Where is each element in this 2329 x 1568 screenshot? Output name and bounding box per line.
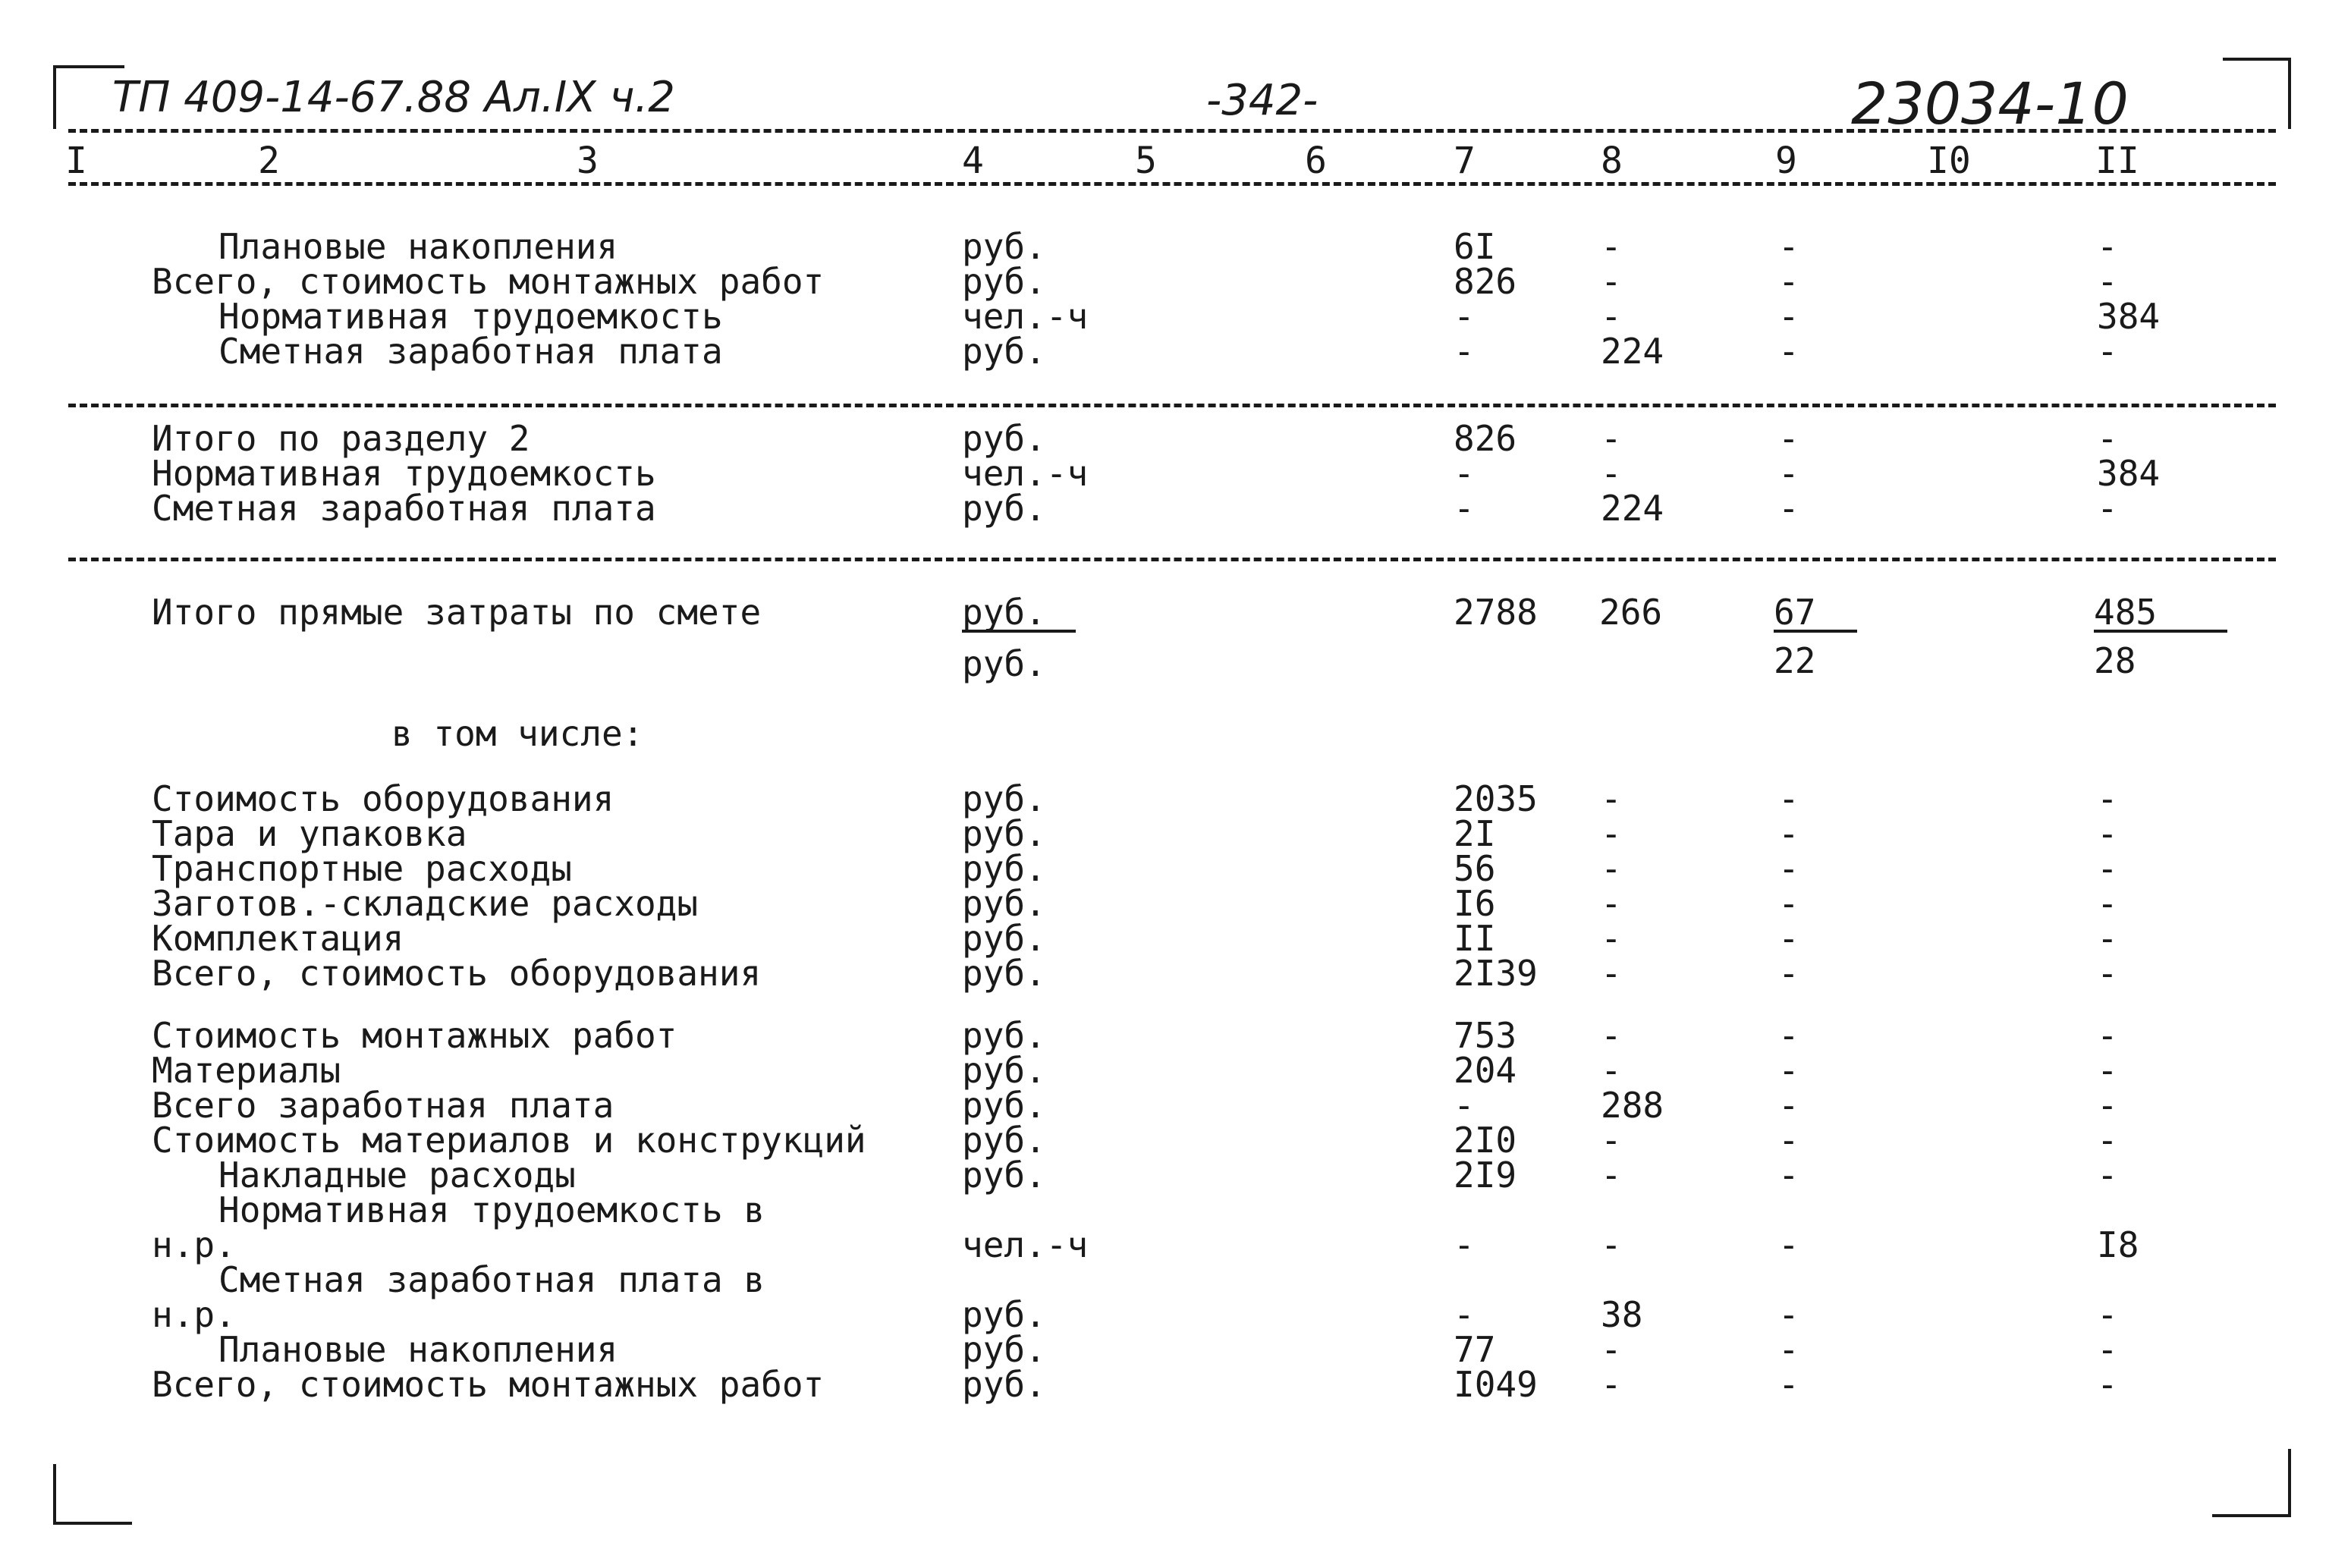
row-value-c7: - <box>1454 453 1475 494</box>
row-unit: чел.-ч <box>962 1224 1089 1265</box>
total-col11-bottom: 28 <box>2094 640 2136 681</box>
row-value-c7: I6 <box>1454 883 1496 924</box>
column-number: 9 <box>1775 140 1797 182</box>
column-number: 3 <box>577 140 599 182</box>
row-value-c7: 826 <box>1454 418 1517 459</box>
row-value-c8: - <box>1601 1155 1622 1196</box>
total-unit-bottom: руб. <box>962 643 1046 684</box>
row-unit: чел.-ч <box>962 296 1089 337</box>
row-value-c8: - <box>1601 296 1622 337</box>
row-label: н.р. <box>152 1224 236 1265</box>
row-value-c11: - <box>2097 1015 2118 1056</box>
row-value-c8: - <box>1601 453 1622 494</box>
row-value-c8: - <box>1601 813 1622 854</box>
row-value-c9: - <box>1778 1120 1799 1161</box>
row-label: Сметная заработная плата <box>152 488 656 529</box>
row-value-c7: 2I9 <box>1454 1155 1517 1196</box>
row-label: Всего, стоимость монтажных работ <box>152 261 825 302</box>
row-label: Нормативная трудоемкость <box>218 296 723 337</box>
row-label: Стоимость оборудования <box>152 778 614 819</box>
row-value-c8: - <box>1601 1050 1622 1091</box>
row-value-c9: - <box>1778 1085 1799 1126</box>
row-unit: руб. <box>962 1085 1046 1126</box>
row-unit: руб. <box>962 813 1046 854</box>
row-value-c11: 384 <box>2097 296 2161 337</box>
row-value-c11: 384 <box>2097 453 2161 494</box>
row-value-c11: - <box>2097 883 2118 924</box>
row-value-c8: - <box>1601 1120 1622 1161</box>
row-value-c7: - <box>1454 488 1475 529</box>
row-unit: руб. <box>962 1155 1046 1196</box>
section-divider-2 <box>68 558 2276 561</box>
row-value-c7: 2035 <box>1454 778 1538 819</box>
row-value-c8: - <box>1601 883 1622 924</box>
row-value-c9: - <box>1778 883 1799 924</box>
total-col8: 266 <box>1599 592 1663 633</box>
row-unit: руб. <box>962 918 1046 959</box>
row-value-c9: - <box>1778 1329 1799 1370</box>
row-label: Стоимость материалов и конструкций <box>152 1120 866 1161</box>
row-value-c8: 288 <box>1601 1085 1664 1126</box>
column-number: 4 <box>962 140 984 182</box>
row-value-c11: - <box>2097 1085 2118 1126</box>
row-value-c9: - <box>1778 1015 1799 1056</box>
row-value-c11: - <box>2097 813 2118 854</box>
row-value-c9: - <box>1778 778 1799 819</box>
row-value-c11: - <box>2097 918 2118 959</box>
corner-mark-bottom-left <box>53 1464 132 1525</box>
row-value-c7: II <box>1454 918 1496 959</box>
row-label: Всего заработная плата <box>152 1085 614 1126</box>
row-label: Плановые накопления <box>218 1329 618 1370</box>
page-number: -342- <box>1206 76 1319 125</box>
row-value-c9: - <box>1778 1050 1799 1091</box>
row-value-c7: 2I0 <box>1454 1120 1517 1161</box>
row-label: Всего, стоимость оборудования <box>152 953 762 994</box>
row-value-c8: - <box>1601 1364 1622 1405</box>
total-col9-top: 67 <box>1774 595 1857 633</box>
row-value-c8: - <box>1601 918 1622 959</box>
total-col9-bottom: 22 <box>1774 640 1816 681</box>
row-value-c9: - <box>1778 848 1799 889</box>
row-value-c9: - <box>1778 261 1799 302</box>
row-value-c8: 224 <box>1601 488 1664 529</box>
row-label: Итого по разделу 2 <box>152 418 530 459</box>
row-value-c7: 2I39 <box>1454 953 1538 994</box>
row-value-c11: - <box>2097 1294 2118 1335</box>
corner-mark-top-right <box>2223 58 2291 129</box>
row-value-c7: 826 <box>1454 261 1517 302</box>
row-label: Всего, стоимость монтажных работ <box>152 1364 825 1405</box>
row-unit: руб. <box>962 848 1046 889</box>
row-value-c9: - <box>1778 453 1799 494</box>
corner-mark-bottom-right <box>2212 1449 2291 1517</box>
row-label: Нормативная трудоемкость в <box>218 1189 765 1230</box>
row-unit: руб. <box>962 261 1046 302</box>
row-value-c8: - <box>1601 261 1622 302</box>
row-label: Транспортные расходы <box>152 848 572 889</box>
row-value-c9: - <box>1778 1224 1799 1265</box>
row-value-c7: 56 <box>1454 848 1496 889</box>
row-value-c8: - <box>1601 1224 1622 1265</box>
section-divider-1 <box>68 404 2276 407</box>
row-unit: руб. <box>962 1364 1046 1405</box>
row-value-c9: - <box>1778 1155 1799 1196</box>
row-value-c9: - <box>1778 918 1799 959</box>
row-value-c7: - <box>1454 1085 1475 1126</box>
header-bottom-divider <box>68 182 2276 186</box>
row-value-c8: - <box>1601 953 1622 994</box>
row-unit: руб. <box>962 226 1046 267</box>
row-value-c11: - <box>2097 848 2118 889</box>
document-code: ТП 409-14-67.88 Ал.IX ч.2 <box>112 73 675 122</box>
row-unit: руб. <box>962 1120 1046 1161</box>
row-value-c11: I8 <box>2097 1224 2139 1265</box>
row-value-c8: - <box>1601 226 1622 267</box>
total-col11-top: 485 <box>2094 595 2227 633</box>
row-value-c8: - <box>1601 1015 1622 1056</box>
row-value-c7: 2I <box>1454 813 1496 854</box>
row-label: Нормативная трудоемкость <box>152 453 656 494</box>
row-value-c7: I049 <box>1454 1364 1538 1405</box>
row-unit: руб. <box>962 1329 1046 1370</box>
row-unit: руб. <box>962 418 1046 459</box>
row-label: Комплектация <box>152 918 404 959</box>
row-value-c8: 38 <box>1601 1294 1643 1335</box>
row-value-c7: - <box>1454 296 1475 337</box>
row-value-c8: 224 <box>1601 331 1664 372</box>
row-value-c8: - <box>1601 1329 1622 1370</box>
column-number: 5 <box>1135 140 1157 182</box>
row-unit: руб. <box>962 1015 1046 1056</box>
row-value-c11: - <box>2097 1364 2118 1405</box>
row-value-c11: - <box>2097 1050 2118 1091</box>
row-label: н.р. <box>152 1294 236 1335</box>
including-label: в том числе: <box>391 713 644 754</box>
column-number: 2 <box>258 140 280 182</box>
row-value-c11: - <box>2097 226 2118 267</box>
row-value-c11: - <box>2097 1329 2118 1370</box>
row-value-c11: - <box>2097 778 2118 819</box>
row-value-c7: - <box>1454 1224 1475 1265</box>
row-unit: руб. <box>962 488 1046 529</box>
column-number: I0 <box>1927 140 1971 182</box>
row-value-c8: - <box>1601 778 1622 819</box>
column-number: 6 <box>1305 140 1327 182</box>
row-unit: руб. <box>962 778 1046 819</box>
row-value-c9: - <box>1778 813 1799 854</box>
row-value-c7: 6I <box>1454 226 1496 267</box>
row-value-c9: - <box>1778 488 1799 529</box>
row-label: Плановые накопления <box>218 226 618 267</box>
column-number: 8 <box>1601 140 1623 182</box>
row-value-c9: - <box>1778 953 1799 994</box>
row-value-c7: - <box>1454 331 1475 372</box>
row-unit: руб. <box>962 883 1046 924</box>
row-value-c7: - <box>1454 1294 1475 1335</box>
column-number: I <box>65 140 87 182</box>
row-label: Накладные расходы <box>218 1155 576 1196</box>
row-value-c9: - <box>1778 1364 1799 1405</box>
row-label: Сметная заработная плата в <box>218 1259 765 1300</box>
row-label: Тара и упаковка <box>152 813 467 854</box>
row-value-c9: - <box>1778 226 1799 267</box>
row-unit: руб. <box>962 953 1046 994</box>
row-value-c9: - <box>1778 418 1799 459</box>
row-value-c8: - <box>1601 418 1622 459</box>
row-unit: чел.-ч <box>962 453 1089 494</box>
row-value-c11: - <box>2097 1155 2118 1196</box>
row-value-c9: - <box>1778 1294 1799 1335</box>
column-number: II <box>2095 140 2139 182</box>
row-value-c11: - <box>2097 1120 2118 1161</box>
row-value-c7: 753 <box>1454 1015 1517 1056</box>
row-label: Сметная заработная плата <box>218 331 723 372</box>
row-value-c9: - <box>1778 296 1799 337</box>
total-unit-top: руб. <box>962 595 1076 633</box>
row-value-c11: - <box>2097 488 2118 529</box>
row-value-c11: - <box>2097 418 2118 459</box>
column-number: 7 <box>1454 140 1476 182</box>
row-label: Заготов.-складские расходы <box>152 883 699 924</box>
row-label: Материалы <box>152 1050 341 1091</box>
row-value-c8: - <box>1601 848 1622 889</box>
row-value-c11: - <box>2097 953 2118 994</box>
row-value-c9: - <box>1778 331 1799 372</box>
row-value-c11: - <box>2097 261 2118 302</box>
total-col7: 2788 <box>1454 592 1538 633</box>
row-value-c7: 77 <box>1454 1329 1496 1370</box>
total-label: Итого прямые затраты по смете <box>152 592 762 633</box>
document-number: 23034-10 <box>1851 70 2129 137</box>
row-value-c11: - <box>2097 331 2118 372</box>
row-value-c7: 204 <box>1454 1050 1517 1091</box>
row-unit: руб. <box>962 1050 1046 1091</box>
row-label: Стоимость монтажных работ <box>152 1015 677 1056</box>
row-unit: руб. <box>962 1294 1046 1335</box>
row-unit: руб. <box>962 331 1046 372</box>
header-top-divider <box>68 129 2276 133</box>
